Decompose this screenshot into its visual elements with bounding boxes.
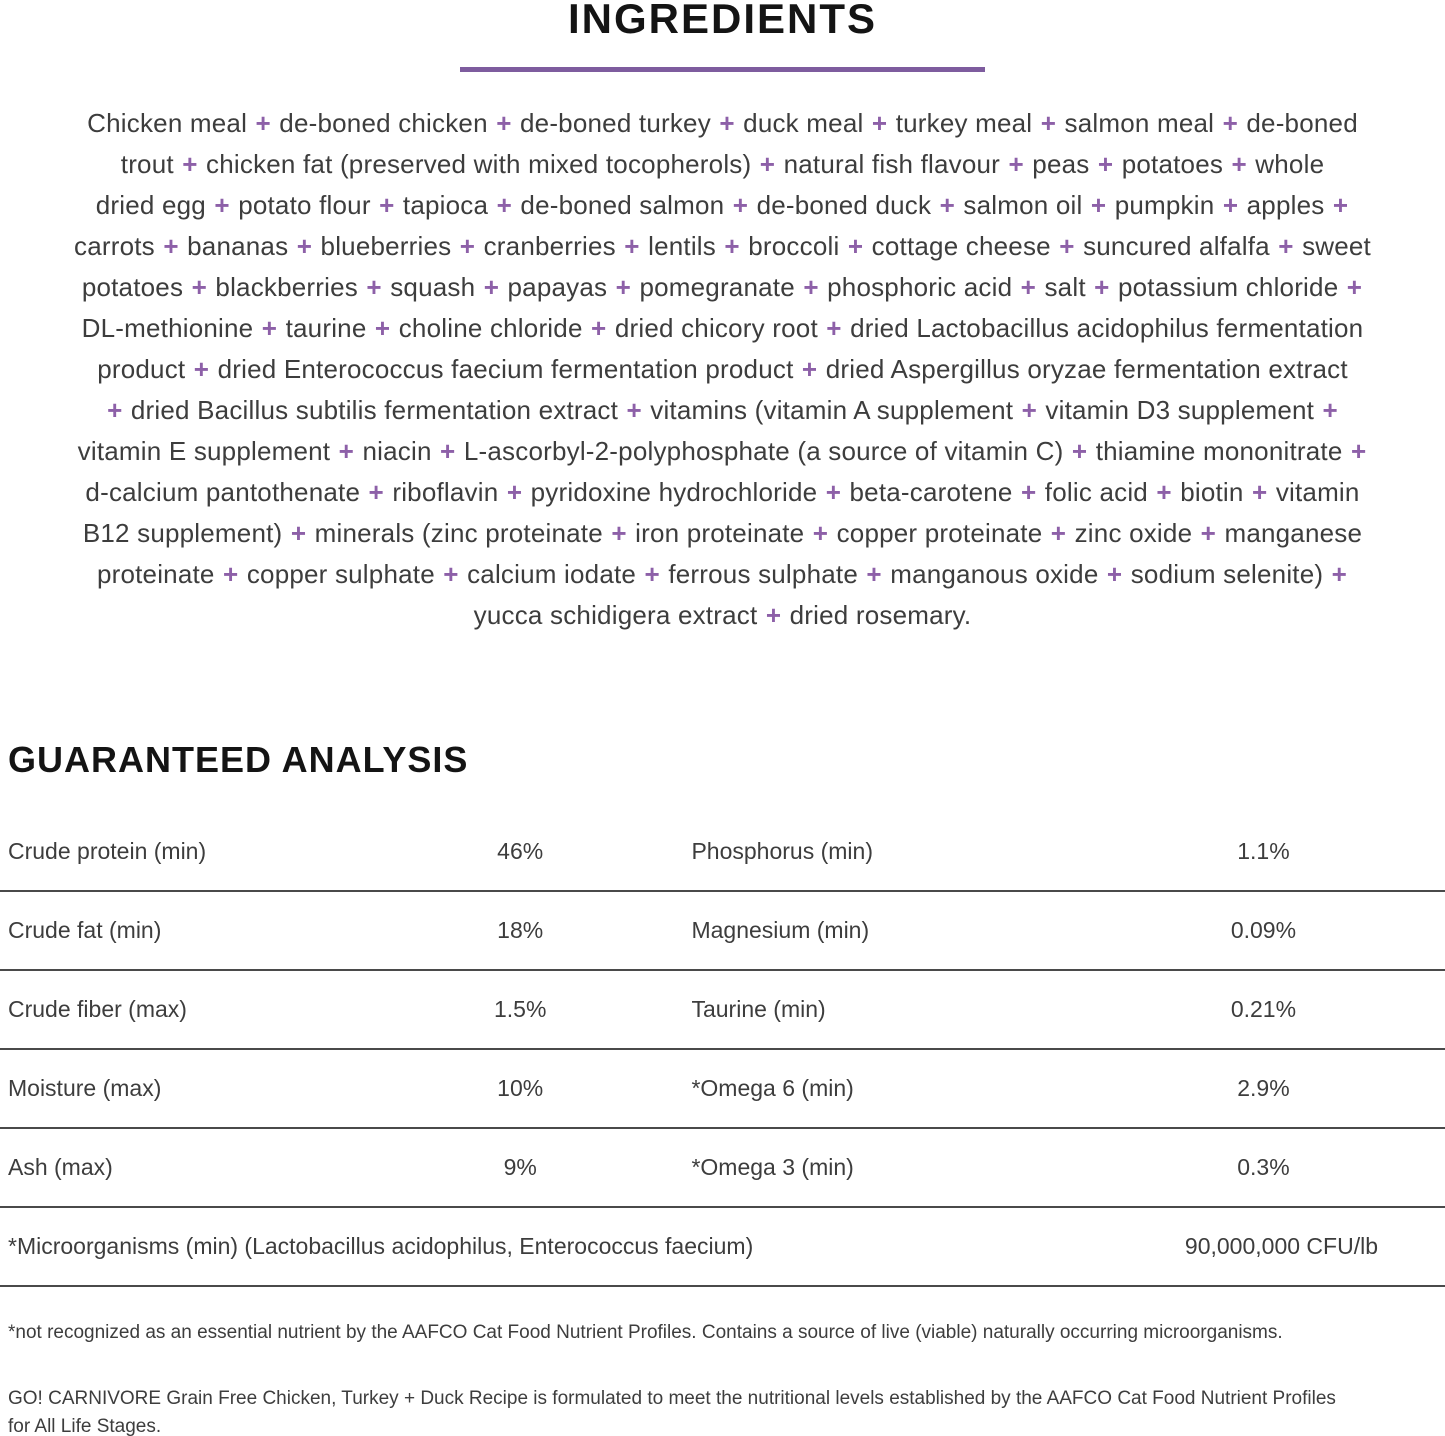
plus-separator: + bbox=[1097, 149, 1114, 179]
plus-separator: + bbox=[191, 272, 207, 302]
plus-separator: + bbox=[939, 190, 955, 220]
analysis-label: *Omega 3 (min) bbox=[691, 1153, 854, 1180]
plus-separator: + bbox=[1222, 108, 1238, 138]
analysis-row bbox=[0, 813, 1445, 892]
plus-separator: + bbox=[1040, 108, 1057, 138]
plus-separator: + bbox=[826, 313, 842, 343]
plus-separator: + bbox=[1231, 149, 1247, 179]
plus-separator: + bbox=[107, 395, 123, 425]
ingredients-section bbox=[0, 0, 1445, 636]
analysis-value: 9% bbox=[503, 1153, 537, 1180]
ingredients-line: + dried Bacillus subtilis fermentation extract + vitamins (vitamin A supplement + vitamin D3 supplement + bbox=[107, 395, 1338, 425]
plus-separator: + bbox=[732, 190, 749, 220]
plus-separator: + bbox=[1156, 477, 1172, 507]
analysis-value: 18% bbox=[497, 916, 544, 943]
analysis-row-microorganisms bbox=[0, 1208, 1445, 1287]
plus-separator: + bbox=[261, 313, 278, 343]
plus-separator: + bbox=[440, 436, 456, 466]
plus-separator: + bbox=[1021, 395, 1037, 425]
plus-separator: + bbox=[193, 354, 210, 384]
plus-separator: + bbox=[615, 272, 632, 302]
plus-separator: + bbox=[1252, 477, 1268, 507]
plus-separator: + bbox=[379, 190, 395, 220]
analysis-label: Crude fat (min) bbox=[8, 916, 162, 943]
ingredients-line: yucca schidigera extract + dried rosemary. bbox=[473, 600, 972, 630]
analysis-value: 10% bbox=[497, 1074, 544, 1101]
ingredients-line: DL-methionine + taurine + choline chloride + dried chicory root + dried Lactobacillus acidophilus fermentation bbox=[81, 313, 1364, 343]
plus-separator: + bbox=[483, 272, 500, 302]
plus-separator: + bbox=[591, 313, 607, 343]
ingredients-line: d-calcium pantothenate + riboflavin + pyridoxine hydrochloride + beta-carotene + folic acid + biotin + vitamin bbox=[85, 477, 1360, 507]
plus-separator: + bbox=[719, 108, 735, 138]
plus-separator: + bbox=[1331, 559, 1348, 589]
plus-separator: + bbox=[1106, 559, 1123, 589]
plus-separator: + bbox=[506, 477, 523, 507]
plus-separator: + bbox=[296, 231, 313, 261]
analysis-row bbox=[0, 892, 1445, 971]
plus-separator: + bbox=[1346, 272, 1363, 302]
plus-separator: + bbox=[626, 395, 642, 425]
plus-separator: + bbox=[1020, 477, 1037, 507]
analysis-value: 90,000,000 CFU/lb bbox=[1184, 1232, 1378, 1259]
plus-separator: + bbox=[1020, 272, 1037, 302]
plus-separator: + bbox=[765, 600, 782, 630]
plus-separator: + bbox=[255, 108, 271, 138]
plus-separator: + bbox=[759, 149, 776, 179]
analysis-value: 1.1% bbox=[1237, 837, 1290, 864]
analysis-label: Moisture (max) bbox=[8, 1074, 162, 1101]
analysis-value: 1.5% bbox=[493, 995, 547, 1022]
plus-separator: + bbox=[290, 518, 307, 548]
analysis-label: Taurine (min) bbox=[691, 995, 826, 1022]
footnote-formulation-line2: for All Life Stages. bbox=[8, 1415, 162, 1436]
analysis-row bbox=[0, 1129, 1445, 1208]
guaranteed-analysis-section bbox=[0, 740, 1445, 1287]
ingredients-line: vitamin E supplement + niacin + L-ascorbyl-2-polyphosphate (a source of vitamin C) + thiamine mononitrate + bbox=[77, 436, 1367, 466]
plus-separator: + bbox=[611, 518, 627, 548]
plus-separator: + bbox=[459, 231, 476, 261]
plus-separator: + bbox=[1090, 190, 1107, 220]
plus-separator: + bbox=[163, 231, 179, 261]
plus-separator: + bbox=[724, 231, 740, 261]
plus-separator: + bbox=[1322, 395, 1338, 425]
analysis-label: *Omega 6 (min) bbox=[691, 1074, 854, 1101]
ingredients-line: Chicken meal + de-boned chicken + de-boned turkey + duck meal + turkey meal + salmon meal + de-boned bbox=[87, 108, 1358, 138]
plus-separator: + bbox=[223, 559, 239, 589]
analysis-value: 2.9% bbox=[1237, 1074, 1290, 1101]
plus-separator: + bbox=[801, 354, 818, 384]
plus-separator: + bbox=[1071, 436, 1088, 466]
analysis-label: Crude fiber (max) bbox=[8, 995, 187, 1022]
analysis-row bbox=[0, 1050, 1445, 1129]
plus-separator: + bbox=[443, 559, 459, 589]
plus-separator: + bbox=[1278, 231, 1294, 261]
plus-separator: + bbox=[871, 108, 888, 138]
footnote-formulation bbox=[8, 1385, 1445, 1436]
analysis-value: 0.09% bbox=[1230, 916, 1297, 943]
plus-separator: + bbox=[644, 559, 660, 589]
footnote-formulation-line1: GO! CARNIVORE Grain Free Chicken, Turkey + Duck Recipe is formulated to meet the nutritional levels established by the AAFCO Cat Food Nutrient Profiles bbox=[8, 1387, 1336, 1409]
analysis-value: 46% bbox=[497, 837, 544, 864]
plus-separator: + bbox=[1059, 231, 1075, 261]
plus-separator: + bbox=[847, 231, 864, 261]
ingredients-line: potatoes + blackberries + squash + papayas + pomegranate + phosphoric acid + salt + potassium chloride + bbox=[81, 272, 1363, 302]
plus-separator: + bbox=[1350, 436, 1367, 466]
analysis-label: Magnesium (min) bbox=[691, 916, 870, 943]
analysis-table bbox=[0, 813, 1445, 1287]
analysis-row bbox=[0, 971, 1445, 1050]
analysis-label: Phosphorus (min) bbox=[691, 837, 873, 864]
analysis-label: Ash (max) bbox=[8, 1153, 113, 1180]
footnote-aafco-nutrient: *not recognized as an essential nutrient by the AAFCO Cat Food Nutrient Profiles. Contains a source of live (viable) naturally occurring microorganisms. bbox=[8, 1321, 1283, 1343]
plus-separator: + bbox=[1222, 190, 1239, 220]
ingredients-line: proteinate + copper sulphate + calcium iodate + ferrous sulphate + manganous oxide + sodium selenite) + bbox=[96, 559, 1348, 589]
analysis-label: *Microorganisms (min) (Lactobacillus acidophilus, Enterococcus faecium) bbox=[8, 1232, 754, 1259]
plus-separator: + bbox=[1332, 190, 1349, 220]
ingredients-line: dried egg + potato flour + tapioca + de-boned salmon + de-boned duck + salmon oil + pumpkin + apples + bbox=[95, 190, 1349, 220]
plus-separator: + bbox=[338, 436, 355, 466]
analysis-value: 0.3% bbox=[1237, 1153, 1290, 1180]
plus-separator: + bbox=[624, 231, 640, 261]
plus-separator: + bbox=[1094, 272, 1110, 302]
plus-separator: + bbox=[214, 190, 230, 220]
plus-separator: + bbox=[182, 149, 198, 179]
ingredients-line: B12 supplement) + minerals (zinc proteinate + iron proteinate + copper proteinate + zinc oxide + manganese bbox=[82, 518, 1363, 548]
ingredients-line: product + dried Enterococcus faecium fermentation product + dried Aspergillus oryzae fermentation extract bbox=[97, 354, 1348, 384]
plus-separator: + bbox=[496, 108, 512, 138]
footnotes-section bbox=[0, 1319, 1445, 1436]
plus-separator: + bbox=[866, 559, 882, 589]
plus-separator: + bbox=[812, 518, 829, 548]
plus-separator: + bbox=[366, 272, 382, 302]
analysis-label: Crude protein (min) bbox=[8, 837, 207, 864]
plus-separator: + bbox=[1050, 518, 1067, 548]
ingredients-line: trout + chicken fat (preserved with mixed tocopherols) + natural fish flavour + peas + potatoes + whole bbox=[120, 149, 1325, 179]
ingredients-line: carrots + bananas + blueberries + cranberries + lentils + broccoli + cottage cheese + suncured alfalfa + sweet bbox=[74, 231, 1371, 261]
analysis-heading: GUARANTEED ANALYSIS bbox=[8, 739, 469, 780]
plus-separator: + bbox=[1200, 518, 1217, 548]
plus-separator: + bbox=[1008, 149, 1024, 179]
analysis-value: 0.21% bbox=[1230, 995, 1297, 1022]
plus-separator: + bbox=[496, 190, 512, 220]
plus-separator: + bbox=[368, 477, 384, 507]
plus-separator: + bbox=[803, 272, 819, 302]
ingredients-list bbox=[0, 103, 1445, 636]
plus-separator: + bbox=[825, 477, 842, 507]
ingredients-heading: INGREDIENTS bbox=[567, 0, 878, 42]
plus-separator: + bbox=[374, 313, 391, 343]
accent-divider bbox=[460, 67, 985, 72]
